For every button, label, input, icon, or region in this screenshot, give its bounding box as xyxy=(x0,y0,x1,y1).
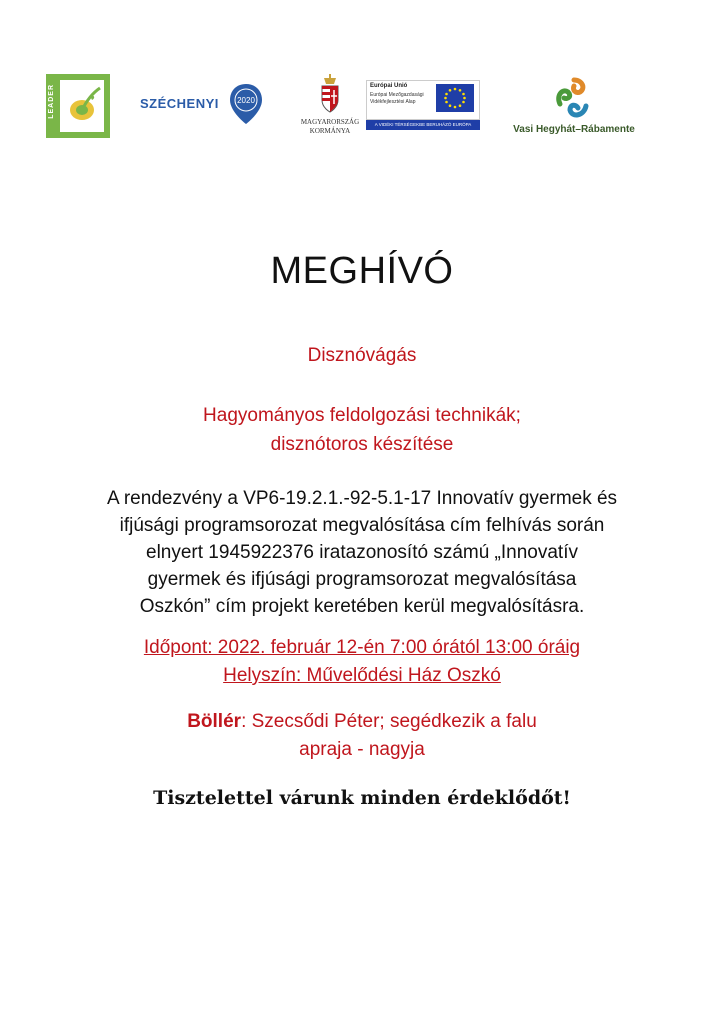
coat-of-arms-icon xyxy=(318,74,342,116)
body-paragraph xyxy=(60,485,664,620)
vasi-hegyhat-logo xyxy=(504,76,644,140)
body-line: gyermek és ifjúsági programsorozat megvalósítása xyxy=(147,569,577,590)
leader-emblem-icon xyxy=(60,80,104,132)
boller-text: : Szecsődi Péter; segédkezik a falu xyxy=(241,711,537,732)
szechenyi-pin-icon xyxy=(228,82,264,126)
event-subtitle: Disznóvágás xyxy=(307,345,417,366)
magyarorszag-kormanya-logo xyxy=(300,74,360,146)
event-place: Helyszín: Művelődési Ház Oszkó xyxy=(223,665,501,686)
leader-logo-text: LEADER xyxy=(48,84,55,119)
kormany-line2: KORMÁNYA xyxy=(309,127,351,135)
body-line: A rendezvény a VP6-19.2.1.-92-5.1-17 Innovatív gyermek és xyxy=(106,488,618,509)
boller-line1 xyxy=(0,708,724,736)
body-line: Oszkón” cím projekt keretében kerül megvalósításra. xyxy=(139,596,585,617)
vasi-text: Vasi Hegyhát–Rábamente xyxy=(513,124,635,135)
eu-line1: Európai Unió xyxy=(370,83,408,89)
body-line: elnyert 1945922376 iratazonosító számú „Innovatív xyxy=(146,542,578,563)
boller-line2: apraja - nagyja xyxy=(299,739,425,760)
logo-strip xyxy=(0,70,724,150)
eu-banner: A VIDÉKI TÉRSÉGEKBE BERUHÁZÓ EURÓPA xyxy=(366,120,480,130)
topic-line2: disznótoros készítése xyxy=(270,434,454,455)
event-topic xyxy=(0,401,724,459)
vasi-swirl-icon xyxy=(552,76,596,120)
boller-label: Böllér xyxy=(187,711,242,732)
eu-line2: Európai Mezőgazdasági xyxy=(370,92,424,98)
szechenyi-year: 2020 xyxy=(237,96,255,105)
eu-flag-icon xyxy=(436,84,474,112)
boller-section xyxy=(0,708,724,764)
kormany-line1: MAGYARORSZÁG xyxy=(300,118,360,126)
topic-line1: Hagyományos feldolgozási technikák; xyxy=(203,405,521,426)
body-line: ifjúsági programsorozat megvalósítása cím felhívás során xyxy=(119,515,605,536)
closing-text: Tisztelettel várunk minden érdeklődőt! xyxy=(153,787,571,809)
event-info xyxy=(0,634,724,690)
eu-logo xyxy=(366,80,480,130)
event-time: Időpont: 2022. február 12-én 7:00 órától 13:00 óráig xyxy=(143,637,581,658)
szechenyi-text: SZÉCHENYI xyxy=(140,96,219,111)
leader-logo xyxy=(46,74,110,138)
eu-line3: Vidékfejlesztési Alap xyxy=(370,99,416,105)
szechenyi-logo xyxy=(140,82,270,126)
page-title: MEGHÍVÓ xyxy=(270,250,454,292)
